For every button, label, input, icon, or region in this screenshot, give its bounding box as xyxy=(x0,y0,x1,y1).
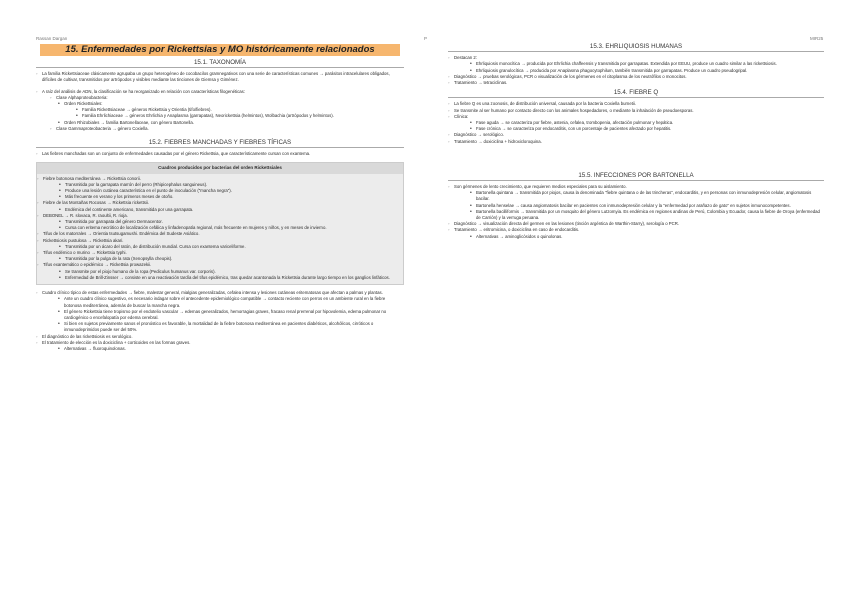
q-tratamiento: ◦ Tratamiento → doxiciclina + hidroxicloroquina. xyxy=(448,139,824,145)
q-paragraph: ◦ Se transmite al ser humano por contacto directo con los animales hospedadores, o mediante la inhalación de pseudoesporas. xyxy=(448,108,824,114)
tratamiento-text: ◦ El tratamiento de elección es la doxiciclina + corticoides en las formas graves. xyxy=(36,340,404,346)
box-subitem: • Endémica del continente americano, transmitida por una garrapata. xyxy=(37,207,403,213)
left-column xyxy=(36,60,404,352)
taxonomy-item: • Familia Ehrlichiaceae → géneros Ehrlichia y Anaplasma (garrapatas), Neorickettsia (helmintos), Wolbachia (artrópodos y helmintos). xyxy=(36,113,404,119)
box-item: ◦ Rickettsiosis pustulosa → Rickettsia akari. xyxy=(37,238,403,244)
bart-alternativas: • Alternativas → aminoglicósidos o quinolonas. xyxy=(448,234,824,240)
q-paragraph: ◦ La fiebre Q es una zoonosis, de distribución universal, causada por la bacteria Coxiella burnetii. xyxy=(448,101,824,107)
q-item: • Fase crónica → se caracteriza por endocarditis, con un porcentaje de pacientes afectado por hepatitis. xyxy=(448,126,824,132)
box-item: ◦ Tifus exantemático o epidémico → Rickettsia prowazekii. xyxy=(37,262,403,268)
cuadro-clinico-item: • Si bien en sujetos previamente sanos el pronóstico es favorable, la mortalidad de la fiebre botonosa mediterránea en pacientes diabéticos, alcohólicos, cirróticos o inmunodeprimidos puede ser del 50%. xyxy=(36,321,404,333)
cuadro-clinico-item: • Ante un cuadro clínico sugestivo, es necesario indagar sobre el antecedente epidemiológico compatible → contacto reciente con perros en un ambiente rural en la fiebre botonosa mediterránea, además de buscar la mancha negra. xyxy=(36,296,404,308)
chapter-title: 15. Enfermedades por Rickettsias y MO históricamente relacionados xyxy=(40,44,400,56)
cuadro-clinico: ◦ Cuadro clínico típico de estas enfermedades → fiebre, malestar general, mialgias generalizadas, cefalea intensa y lesiones cutáneas eritematosas que afectan a palmas y plantas. xyxy=(36,290,404,296)
box-subitem: • Se transmite por el piojo humano de la ropa (Pediculus humanus var. corporis). xyxy=(37,269,403,275)
bart-intro: ◦ Son gérmenes de lento crecimiento, que requieren medios especiales para su aislamiento. xyxy=(448,184,824,190)
box-item: ◦ Fiebre botonosa mediterránea → Rickettsia conorii. xyxy=(37,176,403,182)
bart-item: • Bartonella quintana → transmitida por piojos, causa la denominada "fiebre quintana o de las trincheras", endocarditis, y en personas con inmunodepresión celular, angiomatosis bacilar. xyxy=(448,190,824,202)
ehr-intro: ◦ Destacan 2: xyxy=(448,55,824,61)
taxonomy-item: ◦ Clase Alphaproteobacteria: xyxy=(36,95,404,101)
taxonomy-item: ◦ Clase Gammaproteobacteria → género Coxiella. xyxy=(36,126,404,132)
box-item: ◦ Tifus de los matorrales → Orientia tsutsugamushi. Endémica del Sudeste Asiático. xyxy=(37,231,403,237)
q-clinica: ◦ Clínica: xyxy=(448,114,824,120)
right-column xyxy=(448,44,824,240)
ehr-tratamiento: ◦ Tratamiento → tetraciclinas. xyxy=(448,80,824,86)
ehr-item: • Ehrliquiosis monocítica → producida por Ehrlichia chaffeensis y transmitida por garrapatas. Extendida por EEUU, produce un cuadro similar a las rickettsiosis. xyxy=(448,61,824,67)
box-subitem: • Transmitida por la garrapata marrón del perro (Rhipicephalus sanguineus). xyxy=(37,182,403,188)
section-fiebre-q-title: 15.4. FIEBRE Q xyxy=(448,90,824,98)
source-header: MIR25 xyxy=(810,36,824,41)
taxonomy-item: • Orden Rhizobiales → familia Bartonellaceae, con género Bartonella. xyxy=(36,120,404,126)
diagnostico-text: ◦ El diagnóstico de las rickettsiosis es serológico. xyxy=(36,334,404,340)
right-page xyxy=(424,0,848,599)
box-subitem: • Transmitida por garrapata del género Dermacentor. xyxy=(37,219,403,225)
q-item: • Fase aguda → se caracteriza por fiebre, astenia, cefalea, trombopenia, afectación pulmonar y hepática. xyxy=(448,120,824,126)
box-item: ◦ Tifus endémico o murino → Rickettsia typhi. xyxy=(37,250,403,256)
bart-tratamiento: ◦ Tratamiento → eritromicina, o doxiciclina en caso de endocarditis. xyxy=(448,227,824,233)
taxonomy-item: • Familia Rickettsiaceae → géneros Rickettsia y Orientia (tifo/fiebres). xyxy=(36,107,404,113)
box-subitem: • Transmitida por un ácaro del ratón, de distribución mundial. Cursa con exantema variceliforme. xyxy=(37,244,403,250)
taxonomy-item: • Orden Rickettsiales: xyxy=(36,101,404,107)
section-ehrliquiosis-title: 15.3. EHRLIQUIOSIS HUMANAS xyxy=(448,44,824,52)
box-subitem: • Enfermedad de Brill-Zinsser → consiste en una reactivación tardía del tifus epidémico, tras quedar acantonada la Rickettsia durante largo tiempo en los ganglios linfáticos. xyxy=(37,275,403,281)
box-title: Cuadros producidos por bacterias del orden Rickettsiales xyxy=(37,163,403,173)
taxonomy-paragraph-2: ◦ A raíz del análisis de ADN, la clasificación se ha reorganizado en relación con características filogenéticas: xyxy=(36,89,404,95)
bart-item: • Bartonella bacilliformis → transmitida por un mosquito del género Lutzomyia. Es endémica en regiones andinas de Perú, Colombia y Ecuador, causa la fiebre de Oroya (enfermedad de Carrión) y la verruga peruana. xyxy=(448,209,824,221)
fiebres-intro: ◦ Las fiebres manchadas son un conjunto de enfermedades causadas por el género Rickettsia, que característicamente cursan con exantema. xyxy=(36,151,404,157)
author-header: Rassan Dargan xyxy=(36,36,68,41)
ehr-item: • Ehrliquiosis granulocítica → producida por Anaplasma phagocytophilum, también transmitida por garrapatas. Produce un cuadro pseudogripal. xyxy=(448,68,824,74)
box-item: ◦ DEBONEL → R. slovaca, R. raoultii, R. rioja. xyxy=(37,213,403,219)
box-subitem: • Transmitida por la pulga de la rata (Xenopsylla cheopis). xyxy=(37,256,403,262)
box-subitem: • Más frecuente en verano y los primeros meses de otoño. xyxy=(37,194,403,200)
q-diagnostico: ◦ Diagnóstico → serológico. xyxy=(448,132,824,138)
box-subitem: • Produce una lesión cutánea característica en el punto de inoculación ("mancha negra"). xyxy=(37,188,403,194)
alternativas-text: • Alternativas → fluoroquinolonas. xyxy=(36,346,404,352)
section-bartonella-title: 15.5. INFECCIONES POR BARTONELLA xyxy=(448,173,824,181)
box-item: ◦ Fiebre de las Montañas Rocosas → Rickettsia rickettsii. xyxy=(37,200,403,206)
bart-diagnostico: ◦ Diagnóstico → visualización directa del germen en las lesiones (tinción argéntica de Warthin-Starry), serología o PCR. xyxy=(448,221,824,227)
section-taxonomia-title: 15.1. TAXONOMÍA xyxy=(36,60,404,68)
ehr-diagnostico: ◦ Diagnóstico → pruebas serológicas, PCR o visualización de los gérmenes en el citoplasma de los neutrófilos o monocitos. xyxy=(448,74,824,80)
rickettsiales-box xyxy=(36,162,404,285)
taxonomy-paragraph: ◦ La familia Rickettsiaceae clásicamente agrupaba un grupo heterogéneo de cocobacilos gramnegativos con una serie de características comunes → parásitos intracelulares obligados, difíciles de cultivar, transmitidos por artrópodos y visibles mediante las tinciones de Giemsa y Giménez. xyxy=(36,71,404,83)
box-subitem: • Cursa con eritema necrótico de localización cefálica y linfadenopatía regional, más frecuente en mujeres y niños, y en meses de invierno. xyxy=(37,225,403,231)
section-fiebres-title: 15.2. FIEBRES MANCHADAS Y FIEBRES TÍFICAS xyxy=(36,140,404,148)
bart-item: • Bartonella henselae → causa angiomatosis bacilar en pacientes con inmunodepresión celular y la "enfermedad por arañazo de gato" en sujetos inmunocompetentes. xyxy=(448,203,824,209)
cuadro-clinico-item: • El género Rickettsia tiene tropismo por el endotelio vascular → edemas generalizados, hemorragias graves, fracaso renal prerrenal por hipovolemia, edema pulmonar no cardiogénico o encefalopatía por edema cerebral. xyxy=(36,309,404,321)
page-marker: P xyxy=(424,36,428,41)
